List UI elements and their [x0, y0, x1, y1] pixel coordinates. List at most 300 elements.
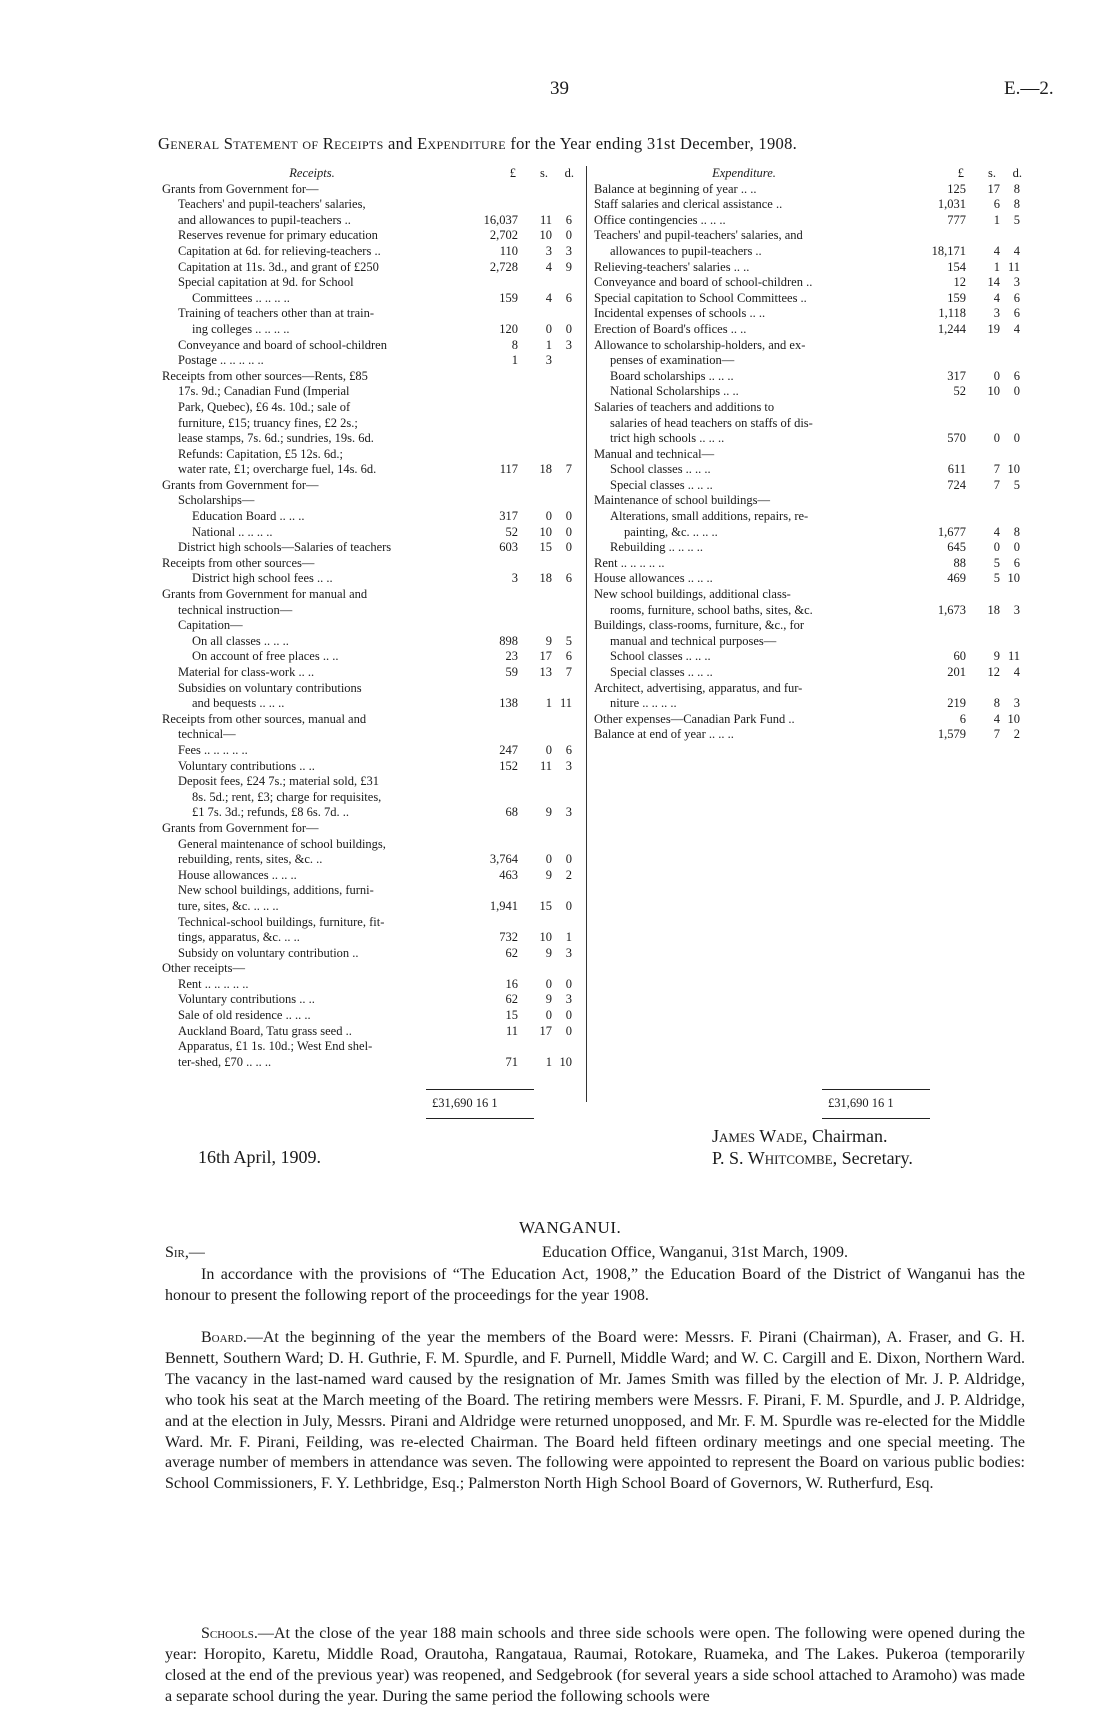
row-label: New school buildings, additional class- — [594, 587, 791, 602]
pounds-value: 52 — [953, 384, 966, 399]
pence-value: 6 — [565, 212, 572, 227]
row-label: Rebuilding .. .. .. .. — [610, 540, 704, 555]
shillings-value: 5 — [993, 555, 1000, 570]
receipts-row — [162, 915, 582, 931]
row-label: ter-shed, £70 .. .. .. — [178, 1054, 272, 1069]
expenditure-row — [594, 228, 1024, 244]
shillings-value: 0 — [545, 1008, 552, 1023]
pounds-value: 1,244 — [937, 321, 966, 336]
expenditure-total-rule — [822, 1089, 930, 1090]
shillings-value: 5 — [993, 571, 1000, 586]
shillings-value: 10 — [987, 384, 1000, 399]
receipts-row — [162, 322, 582, 338]
shillings-value: 10 — [539, 228, 552, 243]
shillings-value: 9 — [545, 805, 552, 820]
row-label: Other receipts— — [162, 961, 245, 976]
pounds-value: 898 — [499, 633, 518, 648]
pounds-value: 154 — [947, 259, 966, 274]
pounds-head: £ — [509, 166, 516, 180]
pounds-value: 52 — [505, 524, 518, 539]
secretary-name: P. S. Whitcombe — [712, 1148, 833, 1168]
pence-value: 3 — [1013, 275, 1020, 290]
row-label: 8s. 5d.; rent, £3; charge for requisites, — [192, 789, 382, 804]
row-label: Scholarships— — [178, 493, 255, 508]
pounds-value: 777 — [947, 212, 966, 227]
pounds-value: 219 — [947, 696, 966, 711]
expenditure-row — [594, 431, 1024, 447]
receipts-row — [162, 571, 582, 587]
pounds-value: 60 — [953, 649, 966, 664]
pence-value: 6 — [1013, 290, 1020, 305]
expenditure-row — [594, 603, 1024, 619]
pence-value: 0 — [1013, 431, 1020, 446]
shillings-value: 0 — [993, 540, 1000, 555]
row-label: House allowances .. .. .. — [594, 571, 713, 586]
shillings-value: 11 — [539, 212, 552, 227]
receipts-heading: Receipts. — [289, 166, 335, 180]
report-paragraph-schools — [165, 1624, 1025, 1708]
pence-value: 7 — [565, 462, 572, 477]
shillings-value: 4 — [993, 524, 1000, 539]
receipts-row — [162, 992, 582, 1008]
receipts-row — [162, 899, 582, 915]
row-label: Committees .. .. .. .. — [192, 290, 290, 305]
pence-value: 0 — [1013, 540, 1020, 555]
shillings-value: 3 — [545, 243, 552, 258]
row-label: penses of examination— — [610, 353, 735, 368]
pounds-value: 1 — [511, 353, 518, 368]
shillings-value: 9 — [545, 945, 552, 960]
row-label: and bequests .. .. .. — [192, 696, 285, 711]
row-label: Incidental expenses of schools .. .. — [594, 306, 766, 321]
board-label: Board. — [201, 1329, 247, 1346]
row-label: Teachers' and pupil-teachers' salaries, — [178, 197, 366, 212]
row-label: Allowance to scholarship-holders, and ex- — [594, 337, 806, 352]
shillings-value: 6 — [993, 197, 1000, 212]
pounds-value: 59 — [505, 665, 518, 679]
row-label: Grants from Government for— — [162, 181, 319, 196]
pounds-value: 469 — [947, 571, 966, 586]
office-line: Education Office, Wanganui, 31st March, 1909. — [542, 1244, 849, 1261]
statement-title — [158, 134, 797, 154]
receipts-row — [162, 244, 582, 260]
shillings-value: 4 — [993, 711, 1000, 726]
expenditure-column — [594, 166, 1024, 743]
pence-head: d. — [564, 166, 574, 180]
row-label: Grants from Government for manual and — [162, 587, 368, 602]
shillings-value: 0 — [993, 368, 1000, 383]
shillings-value: 12 — [987, 665, 1000, 679]
row-label: ture, sites, &c. .. .. .. — [178, 898, 279, 913]
pounds-value: 120 — [499, 321, 518, 336]
expenditure-row — [594, 416, 1024, 432]
pounds-value: 1,677 — [937, 524, 966, 539]
shillings-value: 17 — [987, 181, 1000, 196]
receipts-row — [162, 774, 582, 790]
expenditure-row — [594, 618, 1024, 634]
row-label: Postage .. .. .. .. .. — [178, 353, 264, 368]
expenditure-row — [594, 462, 1024, 478]
shillings-value: 4 — [993, 290, 1000, 305]
receipts-row — [162, 509, 582, 525]
page-number: 39 — [550, 78, 569, 99]
receipts-total-rule — [426, 1089, 534, 1090]
pence-value: 0 — [565, 228, 572, 243]
expenditure-rows — [594, 182, 1024, 743]
row-label: Reserves revenue for primary education — [178, 228, 378, 243]
secretary-signature — [712, 1148, 913, 1169]
row-label: Erection of Board's offices .. .. — [594, 321, 747, 336]
receipts-row — [162, 649, 582, 665]
pounds-value: 138 — [499, 696, 518, 711]
row-label: Staff salaries and clerical assistance .. — [594, 197, 783, 212]
pence-value: 3 — [1013, 602, 1020, 617]
row-label: technical— — [178, 727, 236, 742]
receipts-row — [162, 431, 582, 447]
row-label: National Scholarships .. .. — [610, 384, 739, 399]
shillings-value: 9 — [545, 992, 552, 1007]
pounds-value: 724 — [947, 477, 966, 492]
shillings-value: 3 — [545, 353, 552, 368]
receipts-row — [162, 587, 582, 603]
pounds-value: 62 — [505, 992, 518, 1007]
row-label: Apparatus, £1 1s. 10d.; West End shel- — [178, 1039, 373, 1054]
receipts-row — [162, 400, 582, 416]
pounds-value: 1,941 — [489, 898, 518, 913]
receipts-row — [162, 743, 582, 759]
receipts-row — [162, 961, 582, 977]
expenditure-row — [594, 384, 1024, 400]
pence-value: 8 — [1013, 197, 1020, 212]
shillings-value: 8 — [993, 696, 1000, 711]
pounds-value: 110 — [499, 243, 518, 258]
report-heading: WANGANUI. — [519, 1218, 622, 1237]
board-text: —At the beginning of the year the members of the Board were: Messrs. F. Pirani (Chairman), A. Fraser, and G. H. Bennett, Southern Ward; D. H. Guthrie, F. M. Spurdle, and F. Purnell, Middle Ward; and W. C. Cargill and E. Dixon, Northern Ward. The vacancy in the last-named ward caused by the resignation of Mr. James Smith was filled by the election of Mr. J. P. Aldridge, who took his seat at the March meeting of the Board. The retiring members were Messrs. F. Pirani, F. M. Spurdle, and J. P. Aldridge, and at the election in July, Messrs. Pirani and Aldridge were returned unopposed, and Mr. F. M. Spurdle was re-elected for the Middle Ward. Mr. F. Pirani, Feilding, was re-elected Chairman. The Board held fifteen ordinary meetings and one special meeting. The average number of members in attendance was seven. The following were appointed to represent the Board on various public bodies: School Commissioners, F. Y. Lethbridge, Esq.; Palmerston North High School Board of Governors, W. Rutherfurd, Esq. — [165, 1329, 1025, 1493]
shillings-value: 17 — [539, 1023, 552, 1038]
chairman-signature — [712, 1126, 888, 1147]
pounds-value: 15 — [505, 1008, 518, 1023]
pounds-value: 645 — [947, 540, 966, 555]
row-label: Voluntary contributions .. .. — [178, 992, 315, 1007]
receipts-row — [162, 821, 582, 837]
expenditure-row — [594, 353, 1024, 369]
row-label: Grants from Government for— — [162, 477, 319, 492]
shillings-value: 7 — [993, 477, 1000, 492]
pence-value: 9 — [565, 259, 572, 274]
row-label: Relieving-teachers' salaries .. .. — [594, 259, 750, 274]
row-label: Balance at end of year .. .. .. — [594, 727, 734, 742]
expenditure-total: £31,690 16 1 — [828, 1096, 894, 1110]
pence-value: 3 — [565, 243, 572, 258]
pence-value: 6 — [1013, 306, 1020, 321]
expenditure-row — [594, 244, 1024, 260]
expenditure-row — [594, 509, 1024, 525]
pence-value: 2 — [565, 867, 572, 882]
receipts-row — [162, 275, 582, 291]
pence-value: 3 — [565, 805, 572, 820]
shillings-value: 0 — [545, 321, 552, 336]
row-label: Capitation at 11s. 3d., and grant of £250 — [178, 259, 379, 274]
expenditure-row — [594, 571, 1024, 587]
pence-value: 6 — [1013, 368, 1020, 383]
shillings-value: 0 — [545, 509, 552, 524]
expenditure-row — [594, 540, 1024, 556]
receipts-column — [162, 166, 582, 1070]
row-label: manual and technical purposes— — [610, 633, 777, 648]
expenditure-row — [594, 275, 1024, 291]
receipts-row — [162, 618, 582, 634]
row-label: Alterations, small additions, repairs, re- — [610, 509, 809, 524]
receipts-row — [162, 306, 582, 322]
row-label: Technical-school buildings, furniture, fit- — [178, 914, 385, 929]
pounds-value: 1,579 — [937, 727, 966, 742]
pounds-value: 201 — [947, 665, 966, 679]
row-label: Subsidies on voluntary contributions — [178, 680, 362, 695]
pence-value: 0 — [565, 898, 572, 913]
pence-value: 0 — [1013, 384, 1020, 399]
pence-value: 0 — [565, 524, 572, 539]
receipts-row — [162, 1039, 582, 1055]
expenditure-row — [594, 291, 1024, 307]
pounds-value: 3,764 — [489, 852, 518, 867]
shillings-value: 18 — [539, 571, 552, 586]
pence-value: 5 — [1013, 212, 1020, 227]
pence-value: 0 — [565, 1023, 572, 1038]
pence-value: 3 — [565, 337, 572, 352]
expenditure-row — [594, 587, 1024, 603]
pounds-value: 125 — [947, 181, 966, 196]
pence-value: 10 — [1007, 571, 1020, 586]
pounds-value: 159 — [947, 290, 966, 305]
chairman-name: James Wade — [712, 1126, 804, 1146]
pence-value: 0 — [565, 976, 572, 991]
pence-value: 5 — [565, 633, 572, 648]
row-label: and allowances to pupil-teachers .. — [178, 212, 351, 227]
row-label: Deposit fees, £24 7s.; material sold, £31 — [178, 774, 380, 789]
pounds-value: 3 — [511, 571, 518, 586]
expenditure-row — [594, 369, 1024, 385]
pence-value: 3 — [1013, 696, 1020, 711]
expenditure-row — [594, 197, 1024, 213]
pence-value: 8 — [1013, 524, 1020, 539]
receipts-row — [162, 696, 582, 712]
pence-value: 1 — [565, 930, 572, 945]
receipts-row — [162, 260, 582, 276]
row-label: Refunds: Capitation, £5 12s. 6d.; — [178, 446, 343, 461]
shillings-value: 10 — [539, 524, 552, 539]
shillings-value: 18 — [539, 462, 552, 477]
pounds-head: £ — [957, 166, 964, 180]
receipts-row — [162, 353, 582, 369]
receipts-row — [162, 447, 582, 463]
shillings-head: s. — [540, 166, 548, 180]
row-label: National .. .. .. .. — [192, 524, 273, 539]
row-label: Education Board .. .. .. — [192, 509, 305, 524]
pence-value: 11 — [559, 696, 572, 711]
shillings-value: 11 — [539, 758, 552, 773]
shillings-value: 4 — [545, 259, 552, 274]
pence-value: 10 — [559, 1054, 572, 1069]
row-label: furniture, £15; truancy fines, £2 2s.; — [178, 415, 358, 430]
pence-head: d. — [1012, 166, 1022, 180]
pounds-value: 117 — [499, 462, 518, 477]
expenditure-row — [594, 338, 1024, 354]
receipts-row — [162, 837, 582, 853]
row-label: rooms, furniture, school baths, sites, &c. — [610, 602, 813, 617]
row-label: Office contingencies .. .. .. — [594, 212, 726, 227]
row-label: Conveyance and board of school-children .. — [594, 275, 813, 290]
row-label: Other expenses—Canadian Park Fund .. — [594, 711, 795, 726]
pence-value: 0 — [565, 852, 572, 867]
expenditure-row — [594, 681, 1024, 697]
row-label: Training of teachers other than at train- — [178, 306, 375, 321]
row-label: Capitation— — [178, 618, 243, 633]
expenditure-row — [594, 260, 1024, 276]
pounds-value: 317 — [947, 368, 966, 383]
pence-value: 6 — [565, 571, 572, 586]
receipts-row — [162, 868, 582, 884]
pence-value: 0 — [565, 321, 572, 336]
pence-value: 2 — [1013, 727, 1020, 742]
row-label: tings, apparatus, &c. .. .. — [178, 930, 300, 945]
row-label: Material for class-work .. .. — [178, 665, 315, 679]
pounds-value: 317 — [499, 509, 518, 524]
pounds-value: 159 — [499, 290, 518, 305]
row-label: Maintenance of school buildings— — [594, 493, 771, 508]
pence-value: 0 — [565, 1008, 572, 1023]
row-label: District high schools—Salaries of teachers — [178, 540, 392, 555]
receipts-row — [162, 478, 582, 494]
pence-value: 0 — [565, 540, 572, 555]
row-label: Voluntary contributions .. .. — [178, 758, 315, 773]
pounds-value: 152 — [499, 758, 518, 773]
pence-value: 6 — [565, 290, 572, 305]
pence-value: 0 — [565, 509, 572, 524]
pence-value: 4 — [1013, 321, 1020, 336]
expenditure-header-row — [594, 166, 1024, 182]
receipts-row — [162, 1024, 582, 1040]
expenditure-row — [594, 213, 1024, 229]
receipts-row — [162, 727, 582, 743]
row-label: Buildings, class-rooms, furniture, &c., for — [594, 618, 805, 633]
row-label: School classes .. .. .. — [610, 462, 711, 477]
receipts-row — [162, 759, 582, 775]
receipts-row — [162, 1008, 582, 1024]
shillings-head: s. — [988, 166, 996, 180]
shillings-value: 1 — [993, 212, 1000, 227]
receipts-row — [162, 291, 582, 307]
row-label: painting, &c. .. .. .. — [624, 524, 718, 539]
row-label: On all classes .. .. .. — [192, 633, 289, 648]
secretary-role: , Secretary. — [832, 1148, 913, 1168]
shillings-value: 0 — [545, 742, 552, 757]
row-label: Manual and technical— — [594, 446, 715, 461]
receipts-row — [162, 1055, 582, 1071]
row-label: Receipts from other sources, manual and — [162, 711, 367, 726]
pence-value: 3 — [565, 945, 572, 960]
row-label: Rent .. .. .. .. .. — [594, 555, 665, 570]
row-label: ing colleges .. .. .. .. — [192, 321, 290, 336]
shillings-value: 10 — [539, 930, 552, 945]
receipts-total: £31,690 16 1 — [432, 1096, 498, 1110]
pounds-value: 1,673 — [937, 602, 966, 617]
expenditure-row — [594, 447, 1024, 463]
receipts-row — [162, 384, 582, 400]
receipts-row — [162, 540, 582, 556]
shillings-value: 9 — [993, 649, 1000, 664]
receipts-row — [162, 852, 582, 868]
row-label: Receipts from other sources—Rents, £85 — [162, 368, 368, 383]
schools-label: Schools. — [201, 1625, 258, 1642]
pence-value: 11 — [1007, 259, 1020, 274]
statement-date: 16th April, 1909. — [198, 1147, 322, 1167]
expenditure-row — [594, 556, 1024, 572]
row-label: Park, Quebec), £6 4s. 10d.; sale of — [178, 399, 351, 414]
row-label: salaries of head teachers on staffs of dis- — [610, 415, 813, 430]
receipts-row — [162, 525, 582, 541]
pounds-value: 570 — [947, 431, 966, 446]
receipts-rows — [162, 182, 582, 1071]
report-paragraph-1: In accordance with the provisions of “The Education Act, 1908,” the Education Board of the District of Wanganui has the honour to present the following report of the proceedings for the year 1908. — [165, 1266, 1025, 1304]
expenditure-row — [594, 322, 1024, 338]
row-label: £1 7s. 3d.; refunds, £8 6s. 7d. .. — [192, 805, 349, 820]
pounds-value: 463 — [499, 867, 518, 882]
receipts-total-underline — [426, 1118, 534, 1119]
row-label: technical instruction— — [178, 602, 293, 617]
pounds-value: 732 — [499, 930, 518, 945]
pence-value: 6 — [1013, 555, 1020, 570]
pounds-value: 2,728 — [489, 259, 518, 274]
receipts-header-row — [162, 166, 582, 182]
pounds-value: 2,702 — [489, 228, 518, 243]
receipts-row — [162, 712, 582, 728]
row-label: On account of free places .. .. — [192, 649, 339, 664]
shillings-value: 1 — [545, 696, 552, 711]
pounds-value: 611 — [947, 462, 966, 477]
expenditure-row — [594, 478, 1024, 494]
schools-text: —At the close of the year 188 main schools and three side schools were open. The following were opened during the year: Horopito, Karetu, Middle Road, Orautoha, Rangataua, Raumai, Rotokare, Ruameka, and The Lakes. Pukeroa (temporarily closed at the end of the previous year) was reopened, and Sedgebrook (for several years a side school attached to Aramoho) was made a separate school during the year. During the same period the following schools were — [165, 1625, 1025, 1705]
row-label: Special classes .. .. .. — [610, 665, 713, 679]
shillings-value: 1 — [545, 337, 552, 352]
row-label: District high school fees .. .. — [192, 571, 333, 586]
receipts-row — [162, 930, 582, 946]
row-label: allowances to pupil-teachers .. — [610, 243, 762, 258]
shillings-value: 3 — [993, 306, 1000, 321]
row-label: Conveyance and board of school-children — [178, 337, 387, 352]
pounds-value: 8 — [511, 337, 518, 352]
shillings-value: 4 — [993, 243, 1000, 258]
expenditure-row — [594, 525, 1024, 541]
receipts-row — [162, 338, 582, 354]
pence-value: 3 — [565, 758, 572, 773]
pounds-value: 16,037 — [483, 212, 518, 227]
shillings-value: 1 — [545, 1054, 552, 1069]
shillings-value: 18 — [987, 602, 1000, 617]
pounds-value: 18,171 — [931, 243, 966, 258]
expenditure-row — [594, 649, 1024, 665]
shillings-value: 9 — [545, 867, 552, 882]
row-label: Rent .. .. .. .. .. — [178, 976, 249, 991]
shillings-value: 0 — [545, 976, 552, 991]
row-label: Sale of old residence .. .. .. — [178, 1008, 311, 1023]
pence-value: 3 — [565, 992, 572, 1007]
pounds-value: 23 — [505, 649, 518, 664]
row-label: trict high schools .. .. .. — [610, 431, 725, 446]
salutation: Sir,— — [165, 1244, 205, 1261]
pounds-value: 247 — [499, 742, 518, 757]
receipts-row — [162, 681, 582, 697]
pounds-value: 1,118 — [938, 306, 966, 321]
